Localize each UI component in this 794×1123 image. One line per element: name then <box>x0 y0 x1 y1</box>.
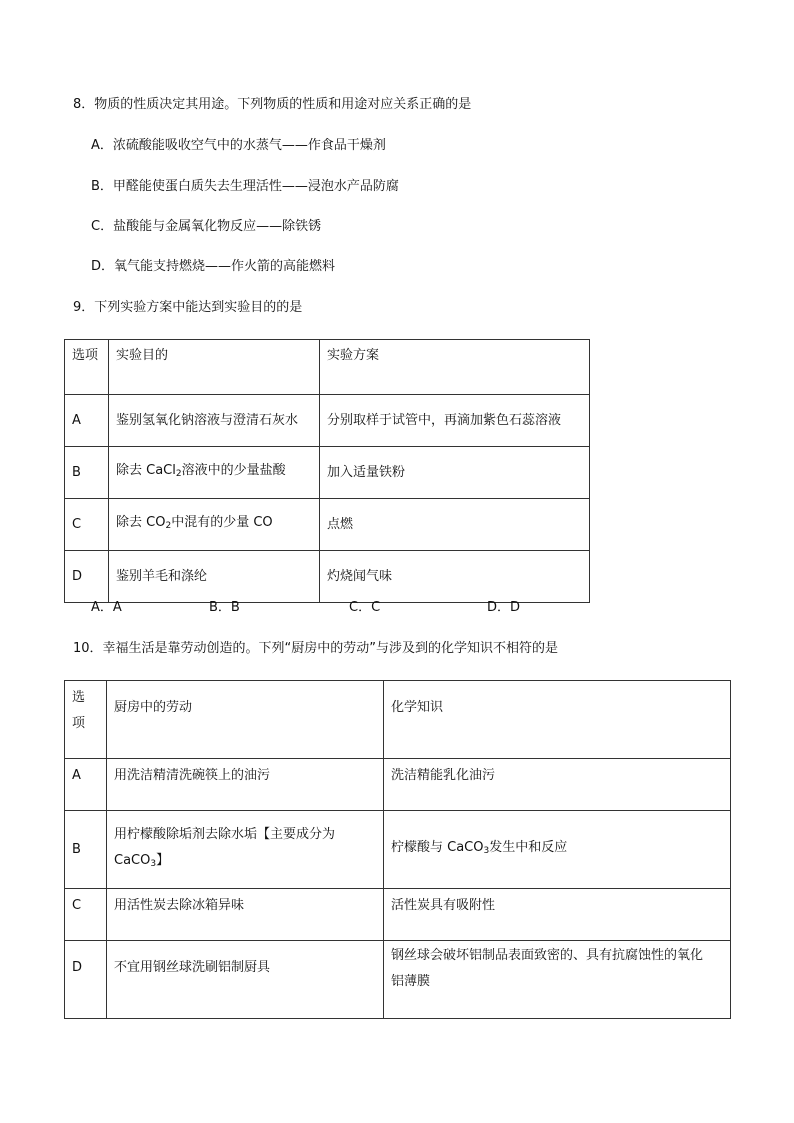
q9-answer-c[interactable]: C．C <box>349 600 381 615</box>
row-option: D <box>65 941 107 1019</box>
row-option: C <box>65 499 109 551</box>
q8-option-c[interactable]: C．盐酸能与金属氧化物反应——除铁锈 <box>91 219 322 234</box>
q9-stem: 9．下列实验方案中能达到实验目的的是 <box>73 300 303 315</box>
row-labor: 用洗洁精清洗碗筷上的油污 <box>107 759 384 811</box>
q9-answer-a[interactable]: A．A <box>91 600 122 615</box>
table-row <box>65 941 731 1019</box>
header-goal: 实验目的 <box>109 340 320 395</box>
row-knowledge: 洗洁精能乳化油污 <box>384 759 731 811</box>
row-goal: 除去 $CO_2$中混有的少量 CO <box>109 499 320 551</box>
header-plan: 实验方案 <box>320 340 590 395</box>
row-labor: 不宜用钢丝球洗刷铝制厨具 <box>107 941 384 1019</box>
table-header-row <box>65 340 590 395</box>
table-row <box>65 395 590 447</box>
header-option: 选项 <box>65 340 109 395</box>
header-option: 选 项 <box>65 681 107 759</box>
row-option: A <box>65 759 107 811</box>
row-knowledge: 钢丝球会破坏铝制品表面致密的、具有抗腐蚀性的氧化 铝薄膜 <box>384 941 731 1019</box>
row-goal: 鉴别氢氧化钠溶液与澄清石灰水 <box>109 395 320 447</box>
q8-option-b[interactable]: B．甲醛能使蛋白质失去生理活性——浸泡水产品防腐 <box>91 179 399 194</box>
table-header-row <box>65 681 731 759</box>
q10-table <box>64 680 731 1019</box>
q8-stem: 8．物质的性质决定其用途。下列物质的性质和用途对应关系正确的是 <box>73 97 472 112</box>
row-plan: 加入适量铁粉 <box>320 447 590 499</box>
row-option: D <box>65 551 109 603</box>
row-goal: 除去 CaCl$_2$溶液中的少量盐酸 <box>109 447 320 499</box>
row-knowledge: 活性炭具有吸附性 <box>384 889 731 941</box>
row-option: A <box>65 395 109 447</box>
row-option: B <box>65 447 109 499</box>
row-option: B <box>65 811 107 889</box>
row-knowledge: 柠檬酸与 CaCO$_3$发生中和反应 <box>384 811 731 889</box>
row-option: C <box>65 889 107 941</box>
q9-answer-b[interactable]: B．B <box>209 600 240 615</box>
row-goal: 鉴别羊毛和涤纶 <box>109 551 320 603</box>
table-row <box>65 889 731 941</box>
table-row <box>65 759 731 811</box>
q9-answer-d[interactable]: D．D <box>487 600 521 615</box>
header-knowledge: 化学知识 <box>384 681 731 759</box>
row-labor: 用活性炭去除冰箱异味 <box>107 889 384 941</box>
row-plan: 分别取样于试管中，再滴加紫色石蕊溶液 <box>320 395 590 447</box>
q10-stem: 10．幸福生活是靠劳动创造的。下列“厨房中的劳动”与涉及到的化学知识不相符的是 <box>73 641 559 656</box>
table-row <box>65 499 590 551</box>
q8-option-a[interactable]: A．浓硫酸能吸收空气中的水蒸气——作食品干燥剂 <box>91 138 386 153</box>
table-row <box>65 447 590 499</box>
q9-table <box>64 339 590 603</box>
row-plan: 灼烧闻气味 <box>320 551 590 603</box>
row-plan: 点燃 <box>320 499 590 551</box>
q8-option-d[interactable]: D．氧气能支持燃烧——作火箭的高能燃料 <box>91 259 336 274</box>
table-row <box>65 811 731 889</box>
row-labor: 用柠檬酸除垢剂去除水垢【主要成分为 CaCO$_3$】 <box>107 811 384 889</box>
header-labor: 厨房中的劳动 <box>107 681 384 759</box>
table-row <box>65 551 590 603</box>
